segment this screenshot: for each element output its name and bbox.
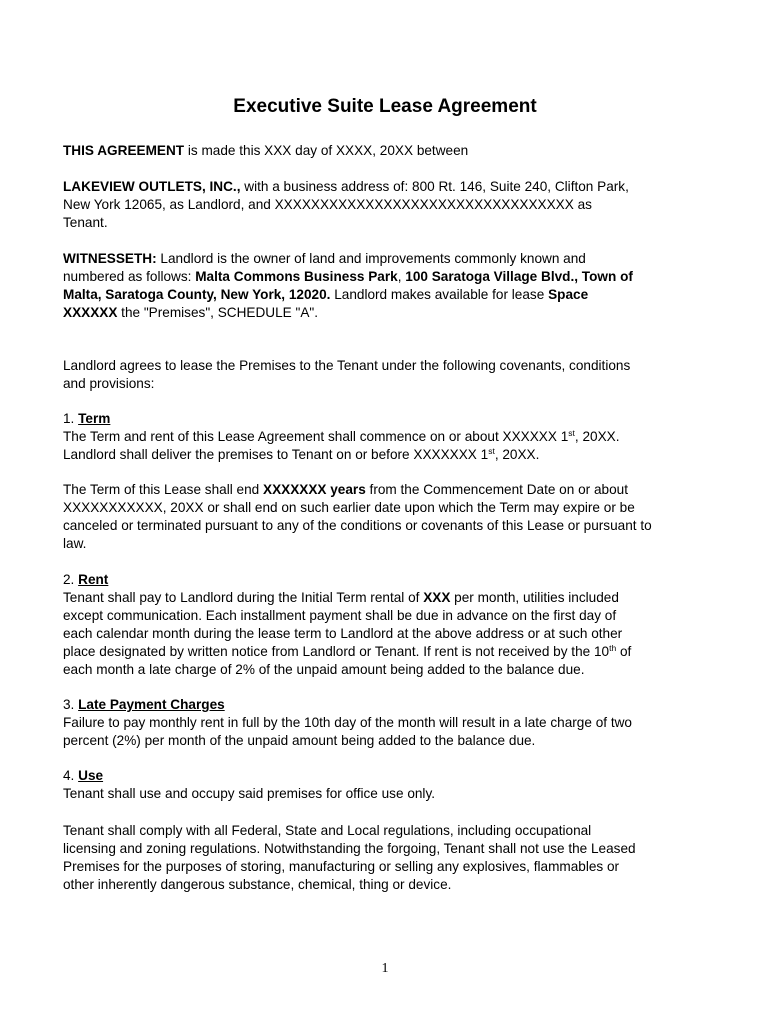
section-number: 4.: [63, 768, 79, 783]
use-compliance-line-2: licensing and zoning regulations. Notwithstanding the forgoing, Tenant shall not use the Leased: [63, 841, 636, 856]
witnesseth-comma: ,: [397, 269, 406, 284]
use-compliance-line-3: Premises for the purposes of storing, manufacturing or selling any explosives, flammables or: [63, 859, 620, 874]
section-use: [63, 767, 713, 803]
parties-paragraph: [63, 178, 713, 232]
section-number: 3.: [63, 697, 79, 712]
use-compliance-line-1: Tenant shall comply with all Federal, State and Local regulations, including occupational: [63, 823, 592, 838]
landlord-name: LAKEVIEW OUTLETS, INC.,: [63, 179, 241, 194]
term-end-paragraph: [63, 481, 713, 553]
section-number: 2.: [63, 572, 79, 587]
term-end-line-3: canceled or terminated pursuant to any of the conditions or covenants of this Lease or pursuant to: [63, 518, 652, 533]
section-rent: [63, 571, 713, 679]
park-location: Malta, Saratoga County, New York, 12020.: [63, 287, 331, 302]
page-number: 1: [381, 961, 389, 976]
ordinal-suffix: st: [568, 428, 575, 438]
witnesseth-text: numbered as follows:: [63, 269, 196, 284]
term-line-1-end: , 20XX.: [574, 429, 620, 444]
section-heading-use: Use: [78, 768, 104, 783]
covenants-line-1: Landlord agrees to lease the Premises to the Tenant under the following covenants, conditions: [63, 358, 631, 373]
rent-line-3: each calendar month during the lease term to Landlord at the above address or at such other: [63, 626, 623, 641]
covenants-paragraph: [63, 357, 713, 393]
rent-line-4: place designated by written notice from Landlord or Tenant. If rent is not received by the 10: [63, 644, 610, 659]
term-end-line-4: law.: [63, 536, 87, 551]
rent-line-5: each month a late charge of 2% of the unpaid amount being added to the balance due.: [63, 662, 585, 677]
covenants-line-2: and provisions:: [63, 376, 155, 391]
late-line-1: Failure to pay monthly rent in full by the 10th day of the month will result in a late charge of two: [63, 715, 632, 730]
ordinal-suffix: th: [609, 643, 617, 653]
use-line-1: Tenant shall use and occupy said premises for office use only.: [63, 786, 436, 801]
parties-line-3: Tenant.: [63, 215, 108, 230]
section-heading-rent: Rent: [78, 572, 109, 587]
park-name: Malta Commons Business Park: [195, 269, 398, 284]
intro-text: is made this XXX day of XXXX, 20XX between: [184, 143, 469, 158]
term-years: XXXXXXX years: [263, 482, 366, 497]
term-line-2-end: , 20XX.: [494, 447, 540, 462]
section-late-payment: [63, 696, 713, 750]
rent-line-4-end: of: [616, 644, 632, 659]
intro-bold: THIS AGREEMENT: [63, 143, 185, 158]
witnesseth-paragraph: [63, 250, 713, 322]
section-heading-late-payment: Late Payment Charges: [78, 697, 225, 712]
rent-amount: XXX: [423, 590, 451, 605]
term-end-text: The Term of this Lease shall end: [63, 482, 263, 497]
use-compliance-paragraph: [63, 822, 713, 894]
rent-line-1: Tenant shall pay to Landlord during the Initial Term rental of: [63, 590, 424, 605]
space-label: Space: [548, 287, 589, 302]
term-line-1: The Term and rent of this Lease Agreement shall commence on or about XXXXXX 1: [63, 429, 569, 444]
witnesseth-text: Landlord makes available for lease: [330, 287, 549, 302]
rent-line-1-end: per month, utilities included: [450, 590, 619, 605]
use-compliance-line-4: other inherently dangerous substance, chemical, thing or device.: [63, 877, 452, 892]
park-address: 100 Saratoga Village Blvd., Town of: [405, 269, 633, 284]
space-id: XXXXXX: [63, 305, 118, 320]
section-heading-term: Term: [78, 411, 111, 426]
premises-text: the "Premises", SCHEDULE "A".: [117, 305, 319, 320]
section-term: [63, 410, 713, 464]
term-end-line-2: XXXXXXXXXXX, 20XX or shall end on such earlier date upon which the Term may expire or be: [63, 500, 635, 515]
rent-line-2: except communication. Each installment payment shall be due in advance on the first day of: [63, 608, 617, 623]
parties-line-2: New York 12065, as Landlord, and XXXXXXXXXXXXXXXXXXXXXXXXXXXXXXXXX as: [63, 197, 592, 212]
parties-line-1: with a business address of: 800 Rt. 146, Suite 240, Clifton Park,: [240, 179, 629, 194]
term-end-text: from the Commencement Date on or about: [365, 482, 628, 497]
document-title: Executive Suite Lease Agreement: [233, 96, 537, 117]
ordinal-suffix: st: [488, 446, 495, 456]
term-line-2: Landlord shall deliver the premises to Tenant on or before XXXXXXX 1: [63, 447, 489, 462]
intro-paragraph: [63, 142, 713, 160]
late-line-2: percent (2%) per month of the unpaid amount being added to the balance due.: [63, 733, 536, 748]
witnesseth-line-1: Landlord is the owner of land and improvements commonly known and: [156, 251, 586, 266]
witnesseth-label: WITNESSETH:: [63, 251, 157, 266]
section-number: 1.: [63, 411, 79, 426]
